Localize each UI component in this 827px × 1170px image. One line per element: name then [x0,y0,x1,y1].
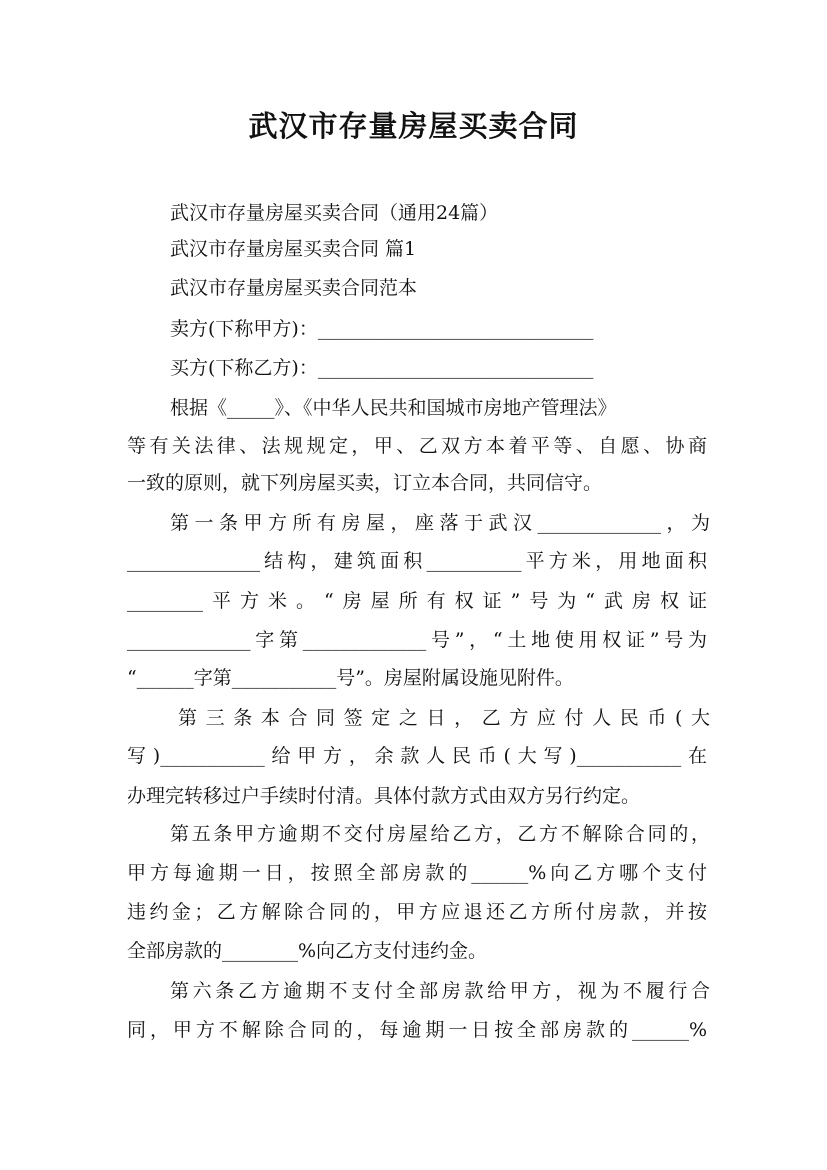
article-line: 第五条甲方逾期不交付房屋给乙方，乙方不解除合同的， [170,823,710,845]
article-line: ______________结构，建筑面积__________平方米，用地面积 [127,550,707,572]
article-line: 第一条甲方所有房屋，座落于武汉_____________，为 [170,512,710,534]
document-title: 武汉市存量房屋买卖合同 [248,109,579,143]
article-line: 全部房款的________%向乙方支付违约金。 [127,940,488,962]
article-line: 办理完转移过户手续时付清。具体付款方式由双方另行约定。 [127,785,641,807]
contract-name: 武汉市存量房屋买卖合同范本 [170,277,418,299]
article-line: 第三条本合同签定之日，乙方应付人民币(大 [178,707,710,729]
paragraph-line: 一致的原则，就下列房屋买卖，订立本合同，共同信守。 [127,472,603,494]
article-line: “______字第___________号”。房屋附属设施见附件。 [127,667,574,689]
seller-line: 卖方(下称甲方)：_____________________________ [170,318,594,340]
paragraph-line: 等有关法律、法规规定，甲、乙双方本着平等、自愿、协商 [127,435,707,457]
article-line: 甲方每逾期一日，按照全部房款的______%向乙方哪个支付 [127,862,707,884]
article-line: 同，甲方不解除合同的，每逾期一日按全部房款的______% [127,1019,707,1041]
article-line: 第六条乙方逾期不支付全部房款给甲方，视为不履行合 [170,980,710,1002]
buyer-line: 买方(下称乙方)：_____________________________ [170,357,594,379]
article-line: _____________字第_____________号”，“土地使用权证”号为 [127,629,707,651]
article-line: 违约金；乙方解除合同的，甲方应退还乙方所付房款，并按 [127,901,707,923]
article-line: 写)___________给甲方，余款人民币(大写)___________在 [127,745,707,767]
subtitle-line: 武汉市存量房屋买卖合同（通用24篇） [170,202,499,224]
section-heading: 武汉市存量房屋买卖合同 篇1 [170,238,417,260]
paragraph-line: 根据《_____》、《中华人民共和国城市房地产管理法》 [170,397,617,419]
article-line: ________平方米。“房屋所有权证”号为“武房权证 [127,590,707,612]
